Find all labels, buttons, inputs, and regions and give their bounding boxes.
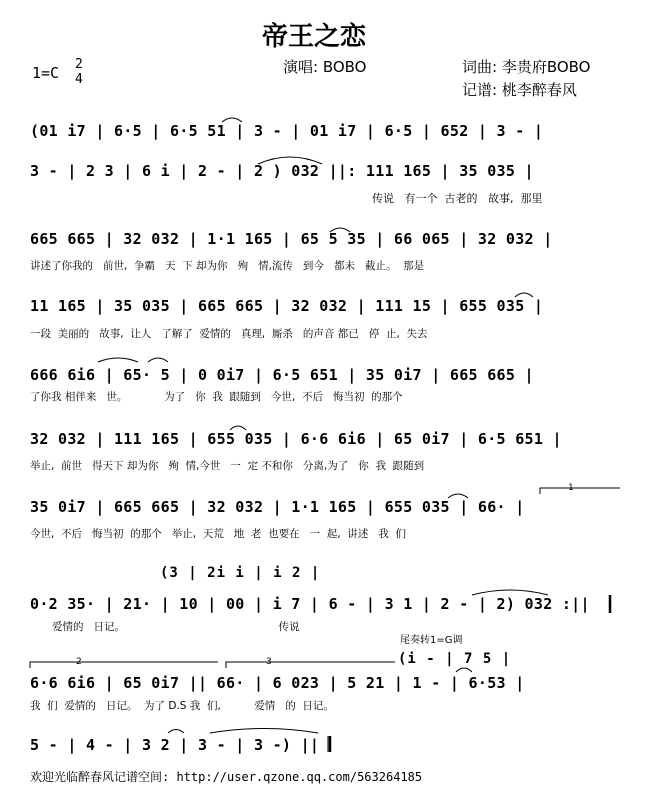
- system-5-lyrics: 了你我 相伴来 世。 为了 你 我 跟随到 今世, 不后 悔当初 的那个: [30, 391, 403, 403]
- volta-2: [30, 662, 218, 668]
- slur: [230, 426, 246, 430]
- system-6-lyrics: 举止, 前世 得天下 却为你 殉 情,今世 一 定 不和你 分离,为了 你 我 跟随到: [30, 460, 425, 472]
- ending-modulation-marker: 尾奏转1=G调: [400, 635, 463, 646]
- slur: [472, 590, 548, 595]
- system-2-notes: 3 - | 2 3 | 6 i | 2 - | 2 ) 032 ||: 111 165 | 35 035 |: [30, 162, 534, 180]
- system-9-notes: 6·6 6i6 | 65 0i7 || 66· | 6 023 | 5 21 | 1 - | 6·53 |: [30, 674, 525, 692]
- slur: [515, 293, 533, 297]
- system-6-notes: 32 032 | 111 165 | 655 035 | 6·6 6i6 | 65 0i7 | 6·5 651 |: [30, 430, 562, 448]
- system-8-upper-notes: (3 | 2i i | i 2 |: [160, 565, 321, 581]
- system-9-upper-notes: (i - | 7 5 |: [398, 651, 512, 667]
- slur: [448, 494, 468, 498]
- key-signature: 1=C: [32, 64, 60, 82]
- time-signature-top: 2: [75, 57, 83, 72]
- system-5-notes: 666 6i6 | 65· 5 | 0 0i7 | 6·5 651 | 35 0i7 | 665 665 |: [30, 366, 534, 384]
- system-8-lyrics: 爱情的 日记。 传说: [52, 621, 300, 633]
- slur: [148, 358, 168, 362]
- volta-3-number: 3: [266, 657, 272, 667]
- volta-1-number: 1: [568, 483, 574, 493]
- slur: [210, 729, 318, 734]
- system-3-lyrics: 讲述了你我的 前世, 争霸 天 下 却为你 殉 情,流传 到今 都未 截止。 那是: [30, 260, 425, 272]
- system-4-notes: 11 165 | 35 035 | 665 665 | 32 032 | 111 15 | 655 035 |: [30, 297, 544, 315]
- slur: [258, 157, 322, 164]
- system-10-notes: 5 - | 4 - | 3 2 | 3 - | 3 -) ||: [30, 736, 320, 754]
- system-7-notes: 35 0i7 | 665 665 | 32 032 | 1·1 165 | 655 035 | 66· |: [30, 498, 525, 516]
- transcriber-credit: 记谱: 桃李醉春风: [462, 81, 577, 99]
- slur: [330, 228, 350, 232]
- song-title: 帝王之恋: [262, 22, 367, 52]
- volta-2-number: 2: [76, 657, 82, 667]
- system-8-notes: 0·2 35· | 21· | 10 | 00 | i 7 | 6 - | 3 1 | 2 - | 2) 032 :||: [30, 595, 590, 613]
- system-4-lyrics: 一段 美丽的 故事, 让人 了解了 爱情的 真理, 厮杀 的声音 都已 停 止, 失去: [30, 328, 428, 340]
- footer-link: 欢迎光临醉春风记谱空间: http://user.qzone.qq.com/563264185: [30, 770, 423, 784]
- time-signature-bottom: 4: [75, 72, 83, 87]
- volta-3: [226, 662, 395, 668]
- system-2-lyrics: 传说 有一个 古老的 故事, 那里: [372, 192, 543, 205]
- slur: [222, 118, 242, 122]
- slur: [168, 730, 184, 734]
- writer-credit: 词曲: 李贵府BOBO: [462, 58, 591, 76]
- system-1-notes: (01 i7 | 6·5 | 6·5 51 | 3 - | 01 i7 | 6·5 | 652 | 3 - |: [30, 122, 544, 140]
- system-3-notes: 665 665 | 32 032 | 1·1 165 | 65 5 35 | 66 065 | 32 032 |: [30, 230, 553, 248]
- slur: [98, 358, 138, 362]
- singer-credit: 演唱: BOBO: [283, 58, 367, 76]
- volta-1: [540, 488, 620, 494]
- slur: [456, 668, 472, 672]
- system-7-lyrics: 今世, 不后 悔当初 的那个 举止, 天荒 地 老 也要在 一 起, 讲述 我 们: [30, 528, 406, 540]
- system-9-lyrics: 我 们 爱情的 日记。 为了 D.S 我 们, 爱情 的 日记。: [30, 700, 334, 712]
